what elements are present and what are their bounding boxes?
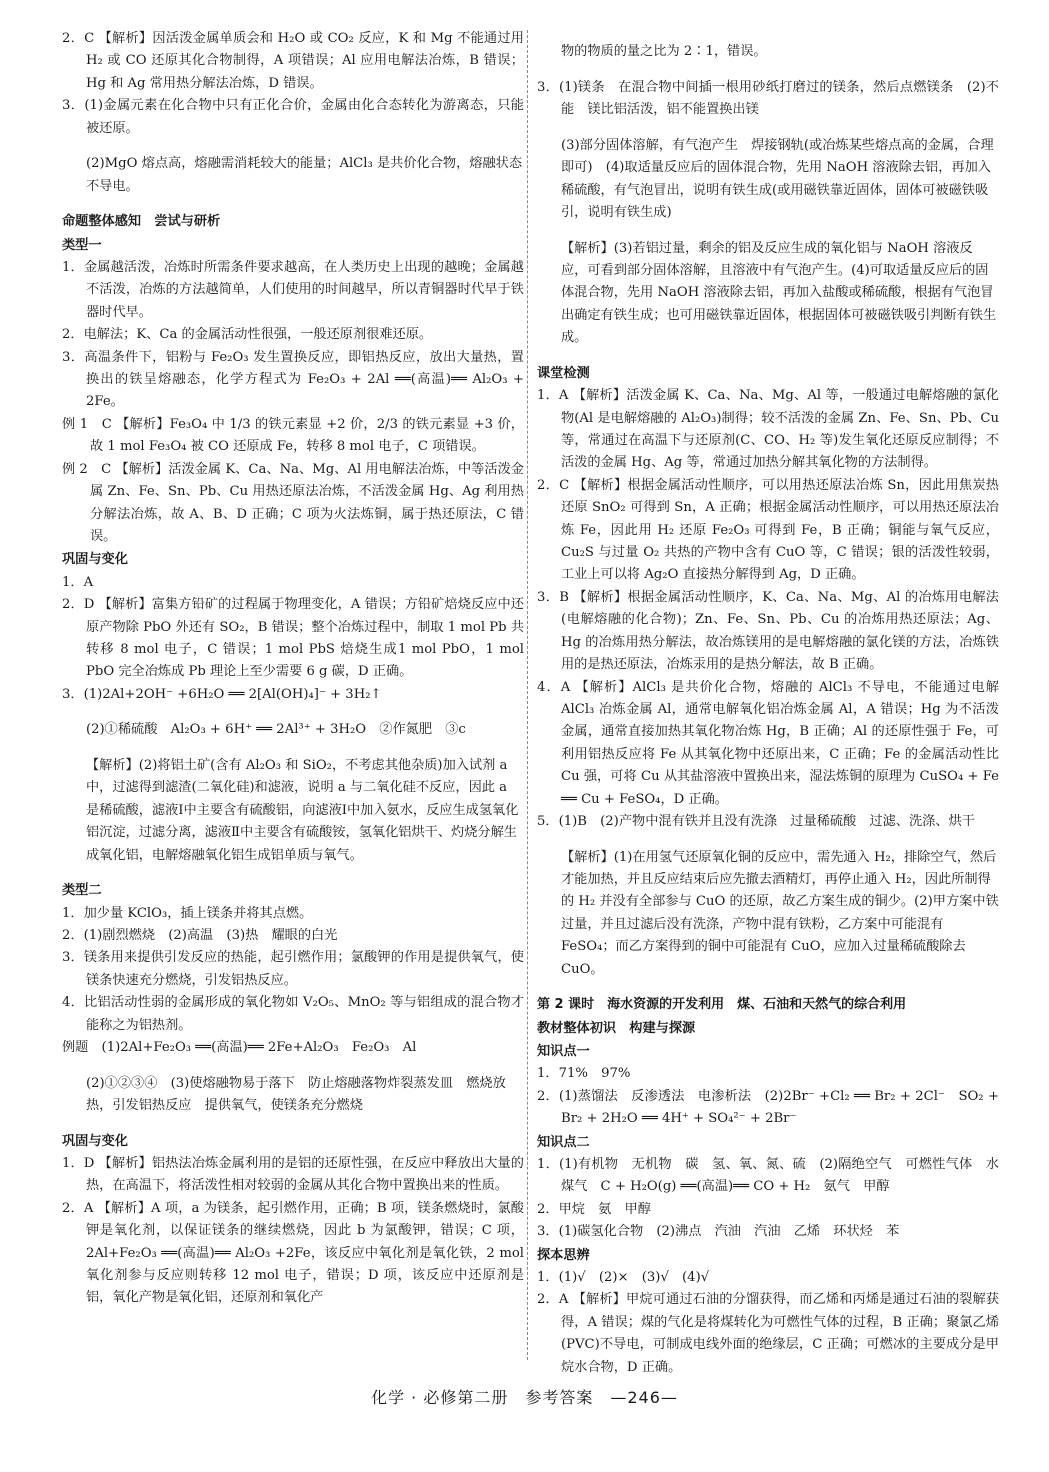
answer-paragraph: 4．A 【解析】AlCl₃ 是共价化合物，熔融的 AlCl₃ 不导电，不能通过电解 AlCl₃ 冶炼金属 Al，通常电解氧化铝冶炼金属 Al，A 错误；Hg 为不活泼金属，通常直接加热其氧化物冶炼 Hg，B 正确；Al 的还原性强于 Fe，可利用铝热反应将 Fe 从其氧化物中还原出来，C 正确；Fe 的金属活动性比 Cu 强，可将 Cu 从其盐溶液中置换出来，湿法炼铜的原理为 CuSO₄ + Fe ══ Cu + FeSO₄，D 正确。 [537, 679, 999, 807]
section-heading: 类型一 [62, 237, 102, 253]
answer-paragraph: 1．(1)√ (2)× (3)√ (4)√ [537, 1270, 710, 1286]
answer-paragraph: 1．金属越活泼，冶炼时所需条件要求越高，在人类历史上出现的越晚；金属越不活泼，冶炼的方法越简单，人们使用的时间越早，所以青铜器时代早于铁器时代早。 [62, 260, 524, 320]
right-column [537, 28, 999, 1379]
answer-paragraph: 2．A 【解析】A 项，a 为镁条，起引燃作用，正确；B 项，镁条燃烧时，氯酸钾是氧化剂，以保证镁条的继续燃烧，因此 b 为氯酸钾，错误；C 项，2Al+Fe₂O₃ ══(高温)══ Al₂O₃ +2Fe，该反应中氧化剂是氧化铁，2 mol 氧化剂参与反应则转移 12 mol 电子，错误；D 项，该反应中还原剂是铝，氧化产物是氧化铝，还原剂和氧化产 [62, 1200, 524, 1306]
left-column [62, 28, 524, 1310]
section-heading: 探本思辨 [537, 1247, 590, 1263]
answer-paragraph: 2．甲烷 氨 甲醇 [537, 1201, 651, 1217]
answer-paragraph: 1．加少量 KClO₃，插上镁条并将其点燃。 [62, 905, 313, 921]
answer-paragraph: (2)①②③④ (3)使熔融物易于落下 防止熔融落物炸裂蒸发皿 燃烧放热，引发铝热反应 提供氧气，使镁条充分燃烧 [86, 1075, 506, 1113]
answer-paragraph: 例题 (1)2Al+Fe₂O₃ ══(高温)══ 2Fe+Al₂O₃ Fe₂O₃ Al [62, 1040, 417, 1055]
section-heading: 课堂检测 [537, 365, 590, 381]
answer-paragraph: 3．(1)镁条 在混合物中间插一根用砂纸打磨过的镁条，然后点燃镁条 (2)不能 镁比铝活泼，铝不能置换出镁 [537, 79, 999, 118]
answer-paragraph: 1．A [62, 574, 94, 590]
answer-paragraph: 1．A 【解析】活泼金属 K、Ca、Na、Mg、Al 等，一般通过电解熔融的氯化物(Al 是电解熔融的 Al₂O₃)制得；较不活泼的金属 Zn、Fe、Sn、Pb、Cu 等，常通过在高温下与还原剂(C、CO、H₂ 等)发生氧化还原反应制得；不活泼的金属 Hg、Ag 等，常通过加热分解其氧化物的方法制得。 [537, 388, 999, 471]
section-heading: 巩固与变化 [62, 1133, 128, 1149]
answer-paragraph: 例 1 C 【解析】Fe₃O₄ 中 1/3 的铁元素显 +2 价，2/3 的铁元素显 +3 价，故 1 mol Fe₃O₄ 被 CO 还原成 Fe，转移 8 mol 电子，C 项错误。 [62, 416, 524, 455]
answer-paragraph: (2)MgO 熔点高，熔融需消耗较大的能量；AlCl₃ 是共价化合物，熔融状态不导电。 [86, 156, 523, 194]
section-heading: 知识点一 [537, 1043, 590, 1059]
answer-paragraph: 3．(1)金属元素在化合物中只有正化合价，金属由化合态转化为游离态，只能被还原。 [62, 98, 524, 136]
answer-paragraph: 5．(1)B (2)产物中混有铁并且没有洗涤 过量稀硫酸 过滤、洗涤、烘干 [537, 813, 975, 829]
answer-paragraph: 3．(1)碳氢化合物 (2)沸点 汽油 汽油 乙烯 环状烃 苯 [537, 1224, 900, 1240]
answer-paragraph: 物的物质的量之比为 2∶1，错误。 [561, 44, 767, 60]
answer-paragraph: 3．镁条用来提供引发反应的热能，起引燃作用；氯酸钾的作用是提供氧气，使镁条快速充分燃烧，引发铝热反应。 [62, 950, 524, 988]
page-footer: 化学 · 必修第二册 参考答案 —246— [371, 1388, 678, 1407]
answer-paragraph: 3．(1)2Al+2OH⁻ +6H₂O ══ 2[Al(OH)₄]⁻ + 3H₂↑ [62, 686, 382, 702]
section-heading: 类型二 [62, 883, 102, 899]
answer-paragraph: (3)部分固体溶解，有气泡产生 焊接钢轨(或冶炼某些熔点高的金属，合理即可) (4)取适量反应后的固体混合物，先用 NaOH 溶液除去铝，再加入稀硫酸，有气泡冒出，说明有铁生成(或用磁铁靠近固体，固体可被磁铁吸引，说明有铁生成) [561, 137, 994, 220]
answer-paragraph: 2．D 【解析】富集方铅矿的过程属于物理变化，A 错误；方铅矿焙烧反应中还原产物除 PbO 外还有 SO₂，B 错误；整个冶炼过程中，制取 1 mol Pb 共转移 8 mol 电子，C 错误；1 mol PbS 焙烧生成1 mol PbO，1 mol PbO 完全冶炼成 Pb 理论上至少需要 6 g 碳，D 正确。 [62, 597, 524, 680]
answer-paragraph: 【解析】(2)将铝土矿(含有 Al₂O₃ 和 SiO₂，不考虑其他杂质)加入试剂 a 中，过滤得到滤渣(二氧化硅)和滤液，说明 a 与二氧化硅不反应，因此 a 是稀硫酸，滤液Ⅰ中主要含有硫酸铝，向滤液Ⅰ中加入氨水，反应生成氢氧化铝沉淀，过滤分离，滤液Ⅱ中主要含有硫酸铵，氢氧化铝烘干、灼烧分解生成氧化铝，电解熔融氧化铝生成铝单质与氧气。 [86, 757, 519, 863]
section-heading: 命题整体感知 尝试与研析 [62, 214, 221, 230]
answer-paragraph: 1．(1)有机物 无机物 碳 氢、氧、氮、硫 (2)隔绝空气 可燃性气体 水煤气 C + H₂O(g) ══(高温)══ CO + H₂ 氨气 甲醇 [537, 1157, 999, 1195]
answer-paragraph: 2．(1)蒸馏法 反渗透法 电渗析法 (2)2Br⁻ +Cl₂ ══ Br₂ + 2Cl⁻ SO₂ + Br₂ + 2H₂O ══ 4H⁺ + SO₄²⁻ + 2Br⁻ [537, 1088, 999, 1127]
answer-paragraph: 2．(1)剧烈燃烧 (2)高温 (3)热 耀眼的白光 [62, 927, 338, 943]
answer-paragraph: 3．B 【解析】根据金属活动性顺序，K、Ca、Na、Mg、Al 的冶炼用电解法(电解熔融的化合物)；Zn、Fe、Sn、Pb、Cu 的冶炼用热还原法；Ag、Hg 的冶炼用热分解法，故冶炼镁用的是电解熔融的氯化镁的方法，冶炼铁用的是热还原法，冶炼汞用的是热分解法，故 B 正确。 [537, 589, 999, 673]
answer-paragraph: 2．A 【解析】甲烷可通过石油的分馏获得，而乙烯和丙烯是通过石油的裂解获得，A 错误；煤的气化是将煤转化为可燃性气体的过程，B 正确；聚氯乙烯(PVC)不导电，可制成电线外面的绝缘层，C 正确；可燃冰的主要成分是甲烷水合物，D 正确。 [537, 1292, 999, 1375]
column-divider [527, 30, 528, 1360]
section-heading: 巩固与变化 [62, 552, 128, 568]
answer-paragraph: 【解析】(1)在用氢气还原氧化铜的反应中，需先通入 H₂，排除空气，然后才能加热，并且反应结束后应先撤去酒精灯，再停止通入 H₂，因此所制得的 H₂ 并没有全部参与 CuO 的还原，故乙方案生成的铜少。(2)甲方案中铁过量，并且过滤后没有洗涤，产物中混有铁粉，乙方案中可能混有 FeSO₄；而乙方案得到的铜中可能混有 CuO，应加入过量稀硫酸除去 CuO。 [561, 849, 999, 977]
section-heading: 知识点二 [537, 1134, 590, 1150]
answer-paragraph: 1．71% 97% [537, 1066, 631, 1082]
answer-paragraph: 1．D 【解析】铝热法冶炼金属利用的是铝的还原性强，在反应中释放出大量的热，在高温下，将活泼性相对较弱的金属从其化合物中置换出来的性质。 [62, 1156, 524, 1194]
section-heading: 第 2 课时 海水资源的开发利用 煤、石油和天然气的综合利用 [537, 997, 907, 1013]
answer-paragraph: (2)①稀硫酸 Al₂O₃ + 6H⁺ ══ 2Al³⁺ + 3H₂O ②作氮肥 ③c [86, 722, 466, 738]
section-heading: 教材整体初识 构建与探源 [537, 1020, 696, 1036]
answer-paragraph: 3．高温条件下，铝粉与 Fe₂O₃ 发生置换反应，即铝热反应，放出大量热，置换出的铁呈熔融态，化学方程式为 Fe₂O₃ + 2Al ══(高温)══ Al₂O₃ + 2Fe。 [62, 349, 524, 410]
answer-paragraph: 例 2 C 【解析】活泼金属 K、Ca、Na、Mg、Al 用电解法冶炼，中等活泼金属 Zn、Fe、Sn、Pb、Cu 用热还原法冶炼，不活泼金属 Hg、Ag 利用热分解法冶炼，故 A、B、D 正确；C 项为火法炼铜，属于热还原法，C 错误。 [62, 461, 524, 544]
answer-paragraph: 4．比铝活动性弱的金属形成的氧化物如 V₂O₅、MnO₂ 等与铝组成的混合物才能称之为铝热剂。 [62, 995, 524, 1033]
answer-paragraph: 2．电解法；K、Ca 的金属活动性很强，一般还原剂很难还原。 [62, 327, 433, 343]
answer-paragraph: 【解析】(3)若铝过量，剩余的铝及反应生成的氧化铝与 NaOH 溶液反应，可看到部分固体溶解，且溶液中有气泡产生。(4)可取适量反应后的固体混合物，先用 NaOH 溶液除去铝，再加入盐酸或稀硫酸，根据有气泡冒出确定有铁生成；也可用磁铁靠近固体，根据固体可被磁铁吸引判断有铁生成。 [561, 240, 997, 346]
answer-paragraph: 2．C 【解析】因活泼金属单质会和 H₂O 或 CO₂ 反应，K 和 Mg 不能通过用 H₂ 或 CO 还原其化合物制得，A 项错误；Al 应用电解法冶炼，B 错误；Hg 和 Ag 常用热分解法冶炼，D 错误。 [62, 31, 524, 91]
answer-paragraph: 2．C 【解析】根据金属活动性顺序，可以用热还原法冶炼 Sn，因此用焦炭热还原 SnO₂ 可得到 Sn，A 正确；根据金属活动性顺序，可以用热还原法冶炼 Fe，因此用 H₂ 还原 Fe₂O₃ 可得到 Fe，B 正确；铜能与氧气反应，Cu₂S 与过量 O₂ 共热的产物中含有 CuO 等，C 错误；银的活泼性较弱，工业上可以将 Ag₂O 直接热分解得到 Ag，D 正确。 [537, 477, 999, 583]
